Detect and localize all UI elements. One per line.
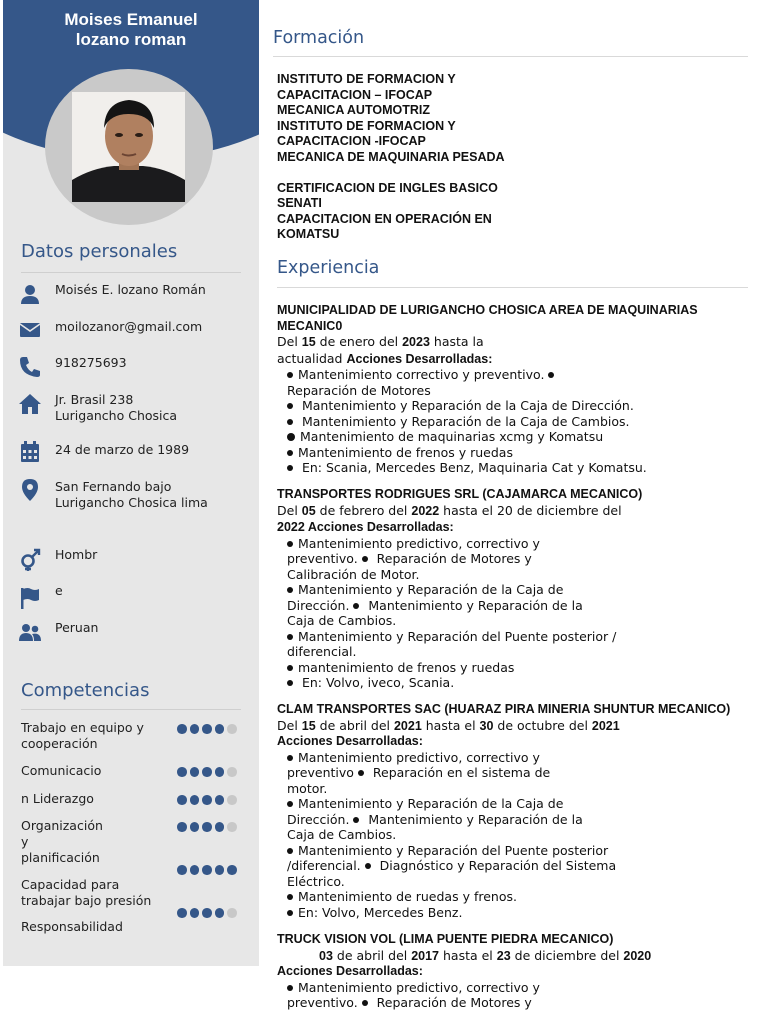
bullet-item-cont: Reparación de Motores	[287, 382, 431, 398]
bullet-item	[277, 629, 752, 645]
map-pin-icon	[18, 478, 42, 502]
date-day: 15	[301, 718, 316, 733]
skill-label	[21, 818, 103, 866]
rating-dot-empty	[227, 724, 237, 734]
birthplace-line-1: San Fernando bajo	[55, 479, 172, 494]
job-entry	[277, 932, 752, 1011]
date-day: 15	[301, 335, 316, 349]
text: En: Scania, Mercedes Benz, Maquinaria Cat y Komatsu.	[301, 460, 647, 475]
bullet-item	[277, 796, 752, 812]
rating-dot	[177, 795, 187, 805]
text: Dirección.	[287, 597, 350, 613]
text: En: Volvo, iveco, Scania.	[298, 675, 455, 690]
birthplace-line-2: Lurigancho Chosica lima	[55, 494, 208, 510]
bullet-item	[277, 582, 752, 598]
text: Reparación de Motores y	[376, 551, 532, 566]
rating-dot-empty	[227, 795, 237, 805]
text: de febrero del	[315, 502, 412, 518]
skill-rating	[177, 724, 240, 734]
text: Dirección.	[287, 811, 350, 827]
phone-value: 918275693	[55, 355, 127, 370]
bullet-icon	[353, 603, 359, 609]
rating-dot	[215, 795, 225, 805]
education-line: CAPACITACION – IFOCAP	[277, 87, 433, 102]
job-dates	[277, 718, 752, 735]
education-divider	[273, 56, 748, 57]
bullet-icon	[548, 372, 554, 378]
text: Reparación en el sistema de	[372, 765, 551, 780]
calendar-icon	[18, 440, 42, 464]
text: Mantenimiento correctivo y preventivo.	[298, 367, 545, 382]
education-line: CAPACITACION -IFOCAP	[277, 134, 426, 148]
address-line-1: Jr. Brasil 238	[55, 392, 134, 407]
date-year: 2020	[623, 948, 652, 963]
date-year: 2017	[411, 948, 440, 963]
text: hasta el	[439, 947, 497, 963]
education-line: MECANICA DE MAQUINARIA PESADA	[277, 149, 505, 164]
rating-dot	[202, 865, 212, 875]
flag-icon	[18, 586, 42, 610]
bullet-item	[277, 536, 752, 552]
bullet-item	[277, 675, 752, 691]
text: preventivo.	[287, 551, 358, 566]
education-line: CAPACITACION EN OPERACIÓN EN	[277, 211, 492, 226]
text: Del	[277, 717, 302, 733]
rating-dot	[202, 822, 212, 832]
education-spacer	[277, 165, 697, 181]
rating-dot	[202, 908, 212, 918]
birthdate-value: 24 de marzo de 1989	[55, 442, 190, 457]
text: Mantenimiento de ruedas y frenos.	[298, 889, 517, 904]
skill-label: Responsabilidad	[21, 919, 123, 934]
text: hasta el	[421, 717, 480, 733]
text: Mantenimiento de maquinarias xcmg y Komatsu	[300, 429, 604, 444]
rating-dot-empty	[227, 908, 237, 918]
date-year: 2023	[402, 335, 430, 349]
skill-rating	[177, 795, 240, 805]
bullet-item	[277, 398, 752, 414]
bullet-item-cont: motor.	[287, 780, 328, 796]
date-day: 03	[319, 948, 333, 963]
bullet-icon	[287, 433, 295, 441]
job-entry	[277, 702, 752, 920]
rating-dot	[177, 724, 187, 734]
bullet-icon	[362, 1000, 368, 1006]
text: Mantenimiento predictivo, correctivo y	[298, 979, 540, 995]
bullet-item	[277, 367, 752, 383]
job-title: TRANSPORTES RODRIGUES SRL (CAJAMARCA MECANICO)	[277, 487, 643, 501]
skills-divider	[21, 709, 241, 710]
rating-dot-empty	[227, 767, 237, 777]
text: Del	[277, 502, 302, 518]
bullet-item	[277, 445, 752, 461]
text: Diagnóstico y Reparación del Sistema	[379, 858, 617, 873]
job-dates-cont	[277, 519, 752, 536]
skill-label-line: y	[21, 834, 29, 849]
skill-label	[21, 877, 151, 909]
text: de abril del	[332, 947, 412, 963]
rating-dot	[190, 865, 200, 875]
bullet-icon	[287, 894, 293, 900]
bullet-item	[277, 429, 752, 445]
name-line-1: Moises Emanuel	[64, 10, 198, 29]
name-line-2: lozano roman	[75, 30, 187, 49]
education-line: MECANICA AUTOMOTRIZ	[277, 103, 430, 117]
rating-dot-empty	[227, 822, 237, 832]
home-icon	[18, 392, 42, 416]
experience-divider	[277, 287, 748, 288]
bullet-icon	[287, 465, 293, 471]
job-dates	[277, 503, 752, 520]
date-year: 2021	[393, 718, 422, 733]
bullet-icon	[287, 403, 293, 409]
bullet-icon	[287, 372, 293, 378]
bullet-icon	[358, 770, 364, 776]
skill-label-line: trabajar bajo presión	[21, 893, 152, 908]
address-line-2: Lurigancho Chosica	[55, 407, 178, 423]
bullet-icon	[287, 450, 293, 456]
bullet-icon	[287, 587, 293, 593]
bullet-item-cont: Caja de Cambios.	[287, 613, 397, 628]
rating-dot	[215, 822, 225, 832]
bullet-item	[277, 660, 752, 676]
text: /diferencial.	[287, 858, 361, 873]
bullet-item-cont	[277, 995, 752, 1011]
text: Mantenimiento predictivo, correctivo y	[298, 535, 540, 551]
date-day: 05	[301, 503, 316, 518]
job-title: TRUCK VISION VOL (LIMA PUENTE PIEDRA MECANICO)	[277, 932, 614, 946]
skill-label-line: planificación	[21, 850, 100, 865]
bullet-item	[277, 980, 752, 996]
skill-label-line: Capacidad para	[21, 877, 120, 892]
skill-rating	[177, 822, 240, 832]
gender-icon	[18, 548, 42, 572]
text: Reparación de Motores y	[376, 995, 532, 1010]
text: Mantenimiento predictivo, correctivo y	[298, 749, 540, 765]
skill-label: Comunicacio	[21, 763, 102, 778]
birthplace-value	[55, 479, 208, 510]
text: preventivo.	[287, 995, 358, 1010]
bullet-item	[277, 905, 752, 921]
text: de diciembre del	[510, 947, 624, 963]
rating-dot	[190, 724, 200, 734]
personal-data-title: Datos personales	[21, 241, 178, 262]
bullet-item-cont: diferencial.	[287, 644, 357, 659]
bullet-icon	[287, 801, 293, 807]
rating-dot	[202, 724, 212, 734]
bullet-icon	[287, 848, 293, 854]
skill-label-line: Trabajo en equipo y	[21, 720, 144, 735]
date-year: 2022	[411, 503, 440, 518]
bullet-item-cont	[277, 858, 752, 874]
education-line: INSTITUTO DE FORMACION Y	[277, 118, 456, 133]
education-list	[277, 72, 697, 243]
text: de octubre del	[493, 717, 592, 733]
text: Del	[277, 334, 302, 349]
bullet-icon	[287, 634, 293, 640]
text: actualidad	[277, 350, 347, 366]
envelope-icon	[18, 318, 42, 342]
text: Mantenimiento y Reparación de la Caja de	[298, 796, 564, 811]
text: hasta la	[429, 334, 484, 349]
education-title: Formación	[273, 28, 365, 48]
skill-label: n Liderazgo	[21, 791, 94, 806]
job-title: CLAM TRANSPORTES SAC (HUARAZ PIRA MINERIA SHUNTUR MECANICO)	[277, 702, 731, 716]
rating-dot	[190, 908, 200, 918]
address-value	[55, 392, 177, 423]
actions-heading: Acciones Desarrolladas:	[277, 734, 423, 748]
bullet-item-cont: Eléctrico.	[287, 873, 345, 889]
rating-dot	[227, 865, 237, 875]
text: preventivo	[287, 765, 354, 780]
job-dates	[277, 334, 752, 351]
rating-dot	[215, 724, 225, 734]
full-name-value: Moisés E. lozano Román	[55, 282, 206, 297]
bullet-item-cont: Caja de Cambios.	[287, 827, 397, 842]
email-value: moilozanor@gmail.com	[55, 319, 203, 334]
bullet-item-cont	[277, 598, 752, 614]
rating-dot	[215, 908, 225, 918]
personal-divider	[21, 272, 241, 273]
bullet-item-cont	[277, 812, 752, 828]
education-line: KOMATSU	[277, 227, 340, 241]
text: Mantenimiento de frenos y ruedas	[298, 444, 513, 460]
rating-dot	[202, 795, 212, 805]
job-entry	[277, 487, 752, 691]
bullet-icon	[287, 680, 293, 686]
rating-dot	[190, 795, 200, 805]
text: mantenimiento de frenos y ruedas	[298, 659, 515, 675]
skill-label-line: Organización	[21, 818, 103, 833]
bullet-item-cont	[277, 765, 752, 781]
text: hasta el 20 de diciembre del	[439, 502, 622, 518]
date-day: 30	[479, 718, 494, 733]
job-entry	[277, 303, 752, 476]
profile-name	[3, 10, 259, 50]
bullet-item-cont: Calibración de Motor.	[287, 566, 420, 582]
bullet-item	[277, 889, 752, 905]
job-title-cont: MECANIC0	[277, 318, 343, 333]
bullet-icon	[287, 985, 293, 991]
skill-rating	[177, 865, 240, 875]
rating-dot	[177, 865, 187, 875]
education-line: SENATI	[277, 196, 322, 210]
text: de abril del	[315, 717, 394, 733]
text: Mantenimiento y Reparación de la	[368, 597, 583, 613]
bullet-item-cont	[277, 551, 752, 567]
text: Mantenimiento y Reparación del Puente posterior /	[298, 628, 617, 644]
bullet-icon	[287, 541, 293, 547]
skill-rating	[177, 908, 240, 918]
bullet-icon	[287, 665, 293, 671]
date-day: 23	[496, 948, 511, 963]
rating-dot	[190, 822, 200, 832]
user-icon	[18, 282, 42, 306]
rating-dot	[177, 767, 187, 777]
job-dates-cont	[277, 351, 752, 368]
actions-heading: Acciones Desarrolladas:	[277, 964, 423, 978]
skill-label	[21, 720, 144, 752]
job-title: MUNICIPALIDAD DE LURIGANCHO CHOSICA AREA DE MAQUINARIAS	[277, 303, 698, 317]
bullet-item	[277, 414, 752, 430]
bullet-item	[277, 750, 752, 766]
bullet-item	[277, 460, 752, 476]
rating-dot	[190, 767, 200, 777]
bullet-icon	[287, 755, 293, 761]
rating-dot	[202, 767, 212, 777]
bullet-icon	[365, 863, 371, 869]
gender-value: Hombr	[55, 547, 98, 562]
gender-value-cont: e	[55, 583, 63, 598]
bullet-item	[277, 843, 752, 859]
bullet-icon	[353, 817, 359, 823]
bullet-icon	[362, 556, 368, 562]
rating-dot	[177, 822, 187, 832]
text: Mantenimiento y Reparación de la Caja de Cambios.	[301, 413, 630, 429]
date-year: 2022	[277, 520, 305, 534]
skills-title: Competencias	[21, 680, 150, 701]
rating-dot	[215, 767, 225, 777]
phone-icon	[18, 355, 42, 379]
education-line: CERTIFICACION DE INGLES BASICO	[277, 180, 498, 195]
text: En: Volvo, Mercedes Benz.	[298, 904, 463, 920]
bullet-icon	[287, 419, 293, 425]
actions-heading: Acciones Desarrolladas:	[304, 520, 454, 534]
text: Mantenimiento y Reparación de la Caja de Dirección.	[301, 398, 634, 413]
rating-dot	[177, 908, 187, 918]
text: Mantenimiento y Reparación del Puente posterior	[298, 842, 609, 858]
text: Mantenimiento y Reparación de la Caja de	[298, 582, 564, 597]
text: Mantenimiento y Reparación de la	[368, 811, 583, 827]
profile-photo	[72, 92, 185, 202]
skill-label-line: cooperación	[21, 736, 98, 751]
rating-dot	[215, 865, 225, 875]
bullet-icon	[287, 910, 293, 916]
education-line: INSTITUTO DE FORMACION Y	[277, 72, 456, 86]
date-year: 2021	[591, 718, 620, 733]
experience-title: Experiencia	[277, 258, 380, 278]
job-dates	[277, 948, 752, 965]
nationality-value: Peruan	[55, 620, 99, 635]
skill-rating	[177, 767, 240, 777]
actions-heading: Acciones Desarrolladas:	[346, 351, 493, 366]
users-icon	[18, 620, 42, 644]
sidebar	[3, 0, 259, 966]
text: de enero del	[315, 334, 403, 349]
